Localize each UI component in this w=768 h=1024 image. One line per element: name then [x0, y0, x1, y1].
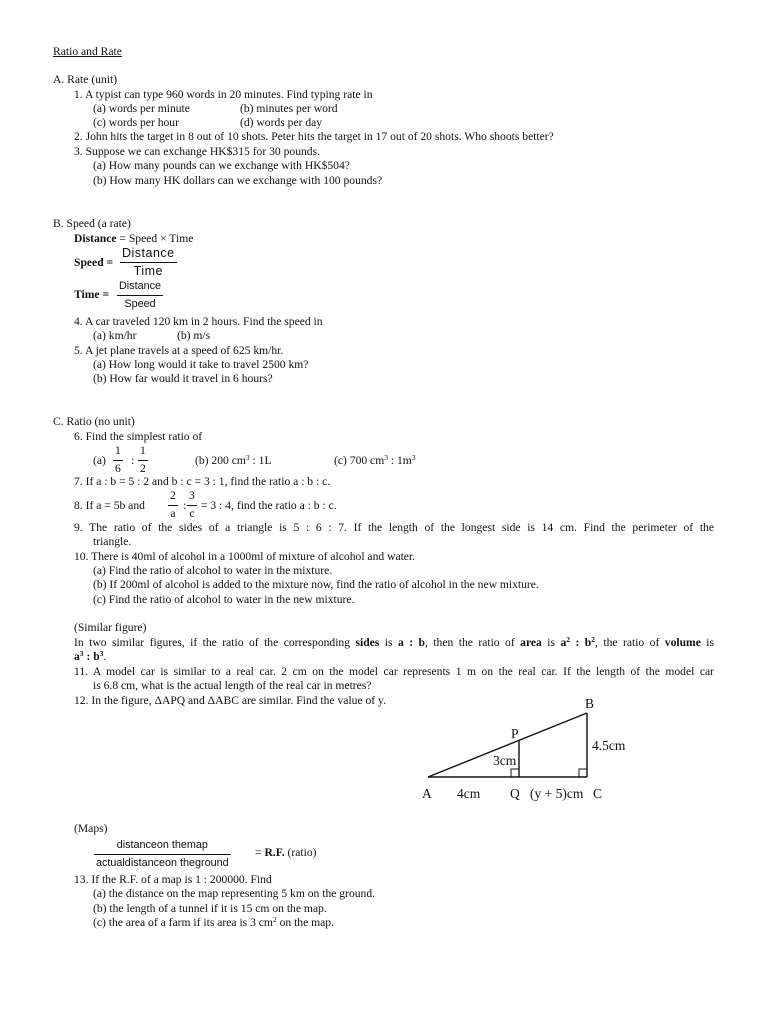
question-1: 1. A typist can type 960 words in 20 minutes. Find typing rate in — [74, 88, 373, 101]
q6c-mid: : 1m — [387, 454, 412, 467]
q6a-denominator-1: 6 — [115, 461, 121, 475]
sp-b2-sup: 2 — [591, 635, 596, 644]
time-denominator: Speed — [124, 297, 156, 310]
question-11-line-2: is 6.8 cm, what is the actual length of the real car in metres? — [93, 679, 372, 692]
sp-d: is — [541, 636, 561, 649]
q8-fraction-1 — [168, 489, 178, 521]
page-title: Ratio and Rate — [53, 45, 122, 58]
similar-heading: (Similar figure) — [74, 621, 147, 634]
question-9-line-1: 9. The ratio of the sides of a triangle is 5 : 6 : 7. If the length of the longest side is 14 cm. Find the perimeter of the — [74, 521, 714, 534]
question-4b: (b) m/s — [177, 329, 211, 342]
q8-numerator-1: 2 — [170, 489, 176, 502]
sp-c: , then the ratio of — [424, 636, 521, 649]
q8-denominator-2: c — [189, 506, 195, 520]
question-6: 6. Find the simplest ratio of — [74, 430, 203, 443]
question-5a: (a) How long would it take to travel 2500 km? — [93, 358, 309, 371]
length-qc: (y + 5)cm — [530, 786, 584, 801]
question-6c — [334, 454, 416, 469]
speed-denominator: Time — [133, 263, 163, 278]
question-6b — [195, 454, 272, 469]
question-6a-label: (a) — [93, 454, 106, 467]
question-4a: (a) km/hr — [93, 329, 137, 342]
sp-a2 — [561, 636, 596, 649]
distance-formula-rest: = Speed × Time — [116, 232, 194, 245]
question-5b: (b) How far would it travel in 6 hours? — [93, 372, 273, 385]
q6a-denominator-2: 2 — [140, 461, 146, 475]
rf-equation — [255, 846, 317, 861]
length-bc: 4.5cm — [592, 738, 626, 753]
sp-a3-sup: 3 — [79, 649, 84, 658]
length-pq: 3cm — [493, 753, 517, 768]
label-p: P — [511, 726, 519, 741]
similar-paragraph-line-2 — [74, 650, 106, 665]
label-b: B — [585, 696, 595, 711]
q6b-text: (b) 200 cm — [195, 454, 246, 467]
q6a-fraction-2 — [138, 444, 148, 476]
sp-a2-base: a — [560, 636, 567, 649]
q6c-sup: 3 — [384, 453, 388, 462]
label-a: A — [422, 786, 432, 801]
rf-rest: (ratio) — [284, 846, 317, 859]
distance-word: Distance — [74, 232, 117, 245]
question-10: 10. There is 40ml of alcohol in a 1000ml of mixture of alcohol and water. — [74, 550, 416, 563]
sp-b2-base: : b — [570, 636, 592, 649]
time-numerator: Distance — [119, 280, 162, 292]
q13c-text: (c) the area of a farm if its area is 3 cm — [93, 916, 273, 929]
sp-b3: : b — [83, 650, 100, 663]
sp-e: , the ratio of — [595, 636, 665, 649]
q6a-fraction-1 — [113, 444, 123, 476]
q13c-rest: on the map. — [276, 916, 334, 929]
section-b-heading: B. Speed (a rate) — [53, 217, 131, 230]
section-a-heading: A. Rate (unit) — [53, 73, 118, 86]
question-8-suffix: = 3 : 4, find the ratio a : b : c. — [201, 499, 337, 512]
question-13c — [93, 916, 334, 931]
question-1b: (b) minutes per word — [240, 102, 338, 115]
question-3: 3. Suppose we can exchange HK$315 for 30 pounds. — [74, 145, 320, 158]
question-1d: (d) words per day — [240, 116, 323, 129]
q13c-sup: 2 — [272, 915, 277, 924]
question-1a: (a) words per minute — [93, 102, 190, 115]
sp-f: is — [700, 636, 715, 649]
question-3a: (a) How many pounds can we exchange with HK$504? — [93, 159, 350, 172]
rf-eq: = — [255, 846, 265, 859]
rf-fraction — [94, 838, 231, 870]
rf-numerator: distanceon themap — [116, 839, 208, 851]
question-13: 13. If the R.F. of a map is 1 : 200000. Find — [74, 873, 272, 886]
sp-a: In two similar figures, if the ratio of the corresponding — [74, 636, 356, 649]
q6a-separator: : — [131, 454, 135, 467]
sp-sides: sides — [355, 636, 380, 649]
q8-separator: : — [183, 499, 187, 512]
sp-end: . — [103, 650, 107, 663]
q6b-sup: 3 — [245, 453, 250, 462]
section-c-heading: C. Ratio (no unit) — [53, 415, 135, 428]
q8-denominator-1: a — [170, 506, 176, 520]
right-angle-c — [579, 769, 587, 777]
length-aq: 4cm — [457, 786, 481, 801]
similar-paragraph-line-1 — [74, 636, 714, 651]
question-4: 4. A car traveled 120 km in 2 hours. Find the speed in — [74, 315, 323, 328]
question-2: 2. John hits the target in 8 out of 10 shots. Peter hits the target in 17 out of 20 shots. Who shoots better? — [74, 130, 554, 143]
label-q: Q — [510, 786, 520, 801]
rf-label: R.F. — [264, 846, 285, 859]
q6c-sup-2: 3 — [411, 453, 416, 462]
question-9-line-2: triangle. — [93, 535, 132, 548]
sp-b: is — [379, 636, 398, 649]
sp-a2-sup: 2 — [566, 635, 571, 644]
question-13a: (a) the distance on the map representing 5 km on the ground. — [93, 887, 376, 900]
right-angle-q — [511, 769, 519, 777]
q6c-text: (c) 700 cm — [334, 454, 385, 467]
q8-fraction-2 — [187, 489, 197, 521]
question-8-prefix: 8. If a = 5b and — [74, 499, 145, 512]
question-3b: (b) How many HK dollars can we exchange with 100 pounds? — [93, 174, 383, 187]
q6a-numerator-2: 1 — [140, 444, 146, 457]
sp-area: area — [520, 636, 542, 649]
distance-formula — [74, 232, 193, 247]
question-13b: (b) the length of a tunnel if it is 15 cm on the map. — [93, 902, 327, 915]
question-11-line-1: 11. A model car is similar to a real car. 2 cm on the model car represents 1 m on the real car. If the length of the model car — [74, 665, 714, 678]
rf-denominator: actualdistanceon theground — [96, 856, 229, 869]
q6b-rest: : 1L — [249, 454, 272, 467]
q8-numerator-2: 3 — [189, 489, 195, 502]
speed-numerator: Distance — [122, 246, 175, 260]
sp-ab: a : b — [397, 636, 425, 649]
sp-a3: a — [74, 650, 80, 663]
sp-b3-sup: 3 — [99, 649, 104, 658]
question-7: 7. If a : b = 5 : 2 and b : c = 3 : 1, find the ratio a : b : c. — [74, 475, 331, 488]
speed-label: Speed = — [74, 256, 114, 269]
question-10a: (a) Find the ratio of alcohol to water in the mixture. — [93, 564, 333, 577]
question-10b: (b) If 200ml of alcohol is added to the mixture now, find the ratio of alcohol in the new mixture. — [93, 578, 539, 591]
maps-heading: (Maps) — [74, 822, 108, 835]
sp-volume: volume — [664, 636, 701, 649]
time-label: Time = — [74, 288, 110, 301]
q6a-numerator-1: 1 — [115, 444, 121, 457]
question-5: 5. A jet plane travels at a speed of 625 km/hr. — [74, 344, 284, 357]
time-fraction — [117, 279, 163, 311]
question-1c: (c) words per hour — [93, 116, 179, 129]
speed-fraction — [120, 246, 177, 278]
question-10c: (c) Find the ratio of alcohol to water in the new mixture. — [93, 593, 355, 606]
similar-triangles-figure — [410, 692, 640, 812]
label-c: C — [593, 786, 603, 801]
question-12: 12. In the figure, ΔAPQ and ΔABC are similar. Find the value of y. — [74, 694, 387, 707]
